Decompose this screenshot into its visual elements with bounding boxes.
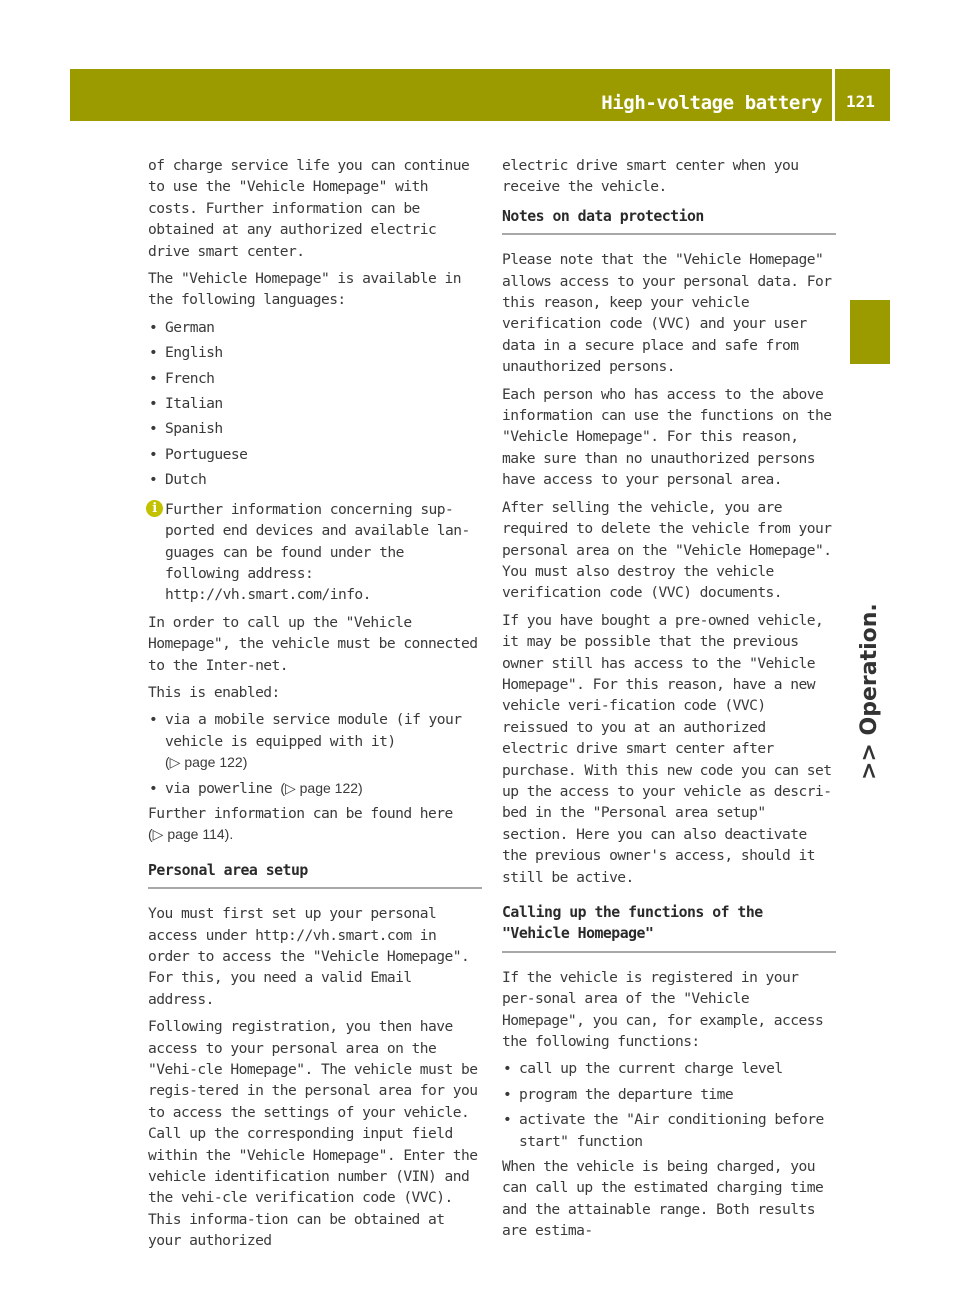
- page-reference[interactable]: (▷ page 122): [165, 754, 248, 771]
- paragraph: If the vehicle is registered in your per-sonal area of the "Vehicle Homepage", you can, for example, access the following functions:: [502, 968, 824, 1051]
- info-note: [148, 499, 482, 606]
- paragraph: This is enabled:: [148, 683, 280, 701]
- right-column: [502, 155, 836, 1248]
- paragraph: In order to call up the "Vehicle Homepage", the vehicle must be connected to the Inter-net.: [148, 613, 478, 674]
- paragraph: Following registration, you then have access to your personal area on the "Vehi-cle Homepage". The vehicle must be regis-tered in the personal area for you to access the settings of your vehicle. Call up the corresponding input field within the "Vehicle Homepage". Enter the vehicle identification number (VIN) and the vehi-cle verification code (VVC). This informa-tion can be obtained at your authorized: [148, 1018, 478, 1250]
- page-reference[interactable]: (▷ page 122): [280, 779, 363, 796]
- list-item-charge-level: • call up the current charge level: [502, 1058, 836, 1079]
- paragraph: Each person who has access to the above information can use the functions on the "Vehicle Homepage". For this reason, make sure than no unauthorized persons have access to your personal area.: [502, 385, 832, 489]
- list-item-dutch: • Dutch: [148, 469, 482, 490]
- paragraph: If you have bought a pre-owned vehicle, it may be possible that the previous owner still has access to the "Vehicle Homepage". For this reason, have a new vehicle veri-fication code (VVC) reissued to you at an authorized electric drive smart center after purchase. With this new code you can set up the access to your vehicle as descri-bed in the "Personal area setup" section. Here you can also deactivate the previous owner's access, should it still be active.: [502, 611, 832, 886]
- header-divider: [832, 69, 835, 121]
- info-note-text: Further information concerning sup-ported end devices and available lan-guages can be found under the following address: http://vh.smart.com/info.: [165, 500, 470, 604]
- paragraph: [148, 803, 482, 846]
- paragraph: electric drive smart center when you receive the vehicle.: [502, 157, 799, 196]
- list-item-spanish: • Spanish: [148, 418, 482, 439]
- list-item-german: • German: [148, 317, 482, 338]
- paragraph-text: Further information can be found here: [148, 804, 453, 822]
- heading-personal-area-setup: Personal area setup: [148, 860, 482, 889]
- paragraph: After selling the vehicle, you are required to delete the vehicle from your personal area on the "Vehicle Homepage". You must also destroy the vehicle verification code (VVC) documents.: [502, 498, 832, 602]
- paragraph: of charge service life you can continue to use the "Vehicle Homepage" with costs. Further information can be obtained at any authorized electric drive smart center.: [148, 157, 470, 260]
- list-item-portuguese: • Portuguese: [148, 444, 482, 465]
- chapter-label: >> Operation.: [857, 603, 882, 780]
- list-item-departure-time: • program the departure time: [502, 1084, 836, 1105]
- list-item-powerline: [148, 778, 482, 799]
- heading-calling-up-functions: Calling up the functions of the "Vehicle Homepage": [502, 902, 836, 953]
- section-title: High-voltage battery: [601, 92, 822, 114]
- paragraph: The "Vehicle Homepage" is available in the following languages:: [148, 270, 461, 309]
- info-icon: i: [146, 500, 163, 517]
- list-item-mobile-module: [148, 709, 482, 773]
- paragraph: You must first set up your personal access under http://vh.smart.com in order to access the "Vehicle Homepage". For this, you need a valid Email address.: [148, 905, 470, 1008]
- list-item-english: • English: [148, 342, 482, 363]
- left-column: [148, 155, 482, 1258]
- paragraph: When the vehicle is being charged, you can call up the estimated charging time and the attainable range. Both results are estima-: [502, 1158, 824, 1240]
- page-reference[interactable]: (▷ page 114).: [148, 826, 234, 843]
- page-number: 121: [846, 92, 875, 111]
- list-item-text: via powerline: [165, 779, 273, 797]
- chapter-tab: [850, 300, 890, 364]
- paragraph: Please note that the "Vehicle Homepage" allows access to your personal data. For this reason, keep your vehicle verification code (VVC) and your user data in a secure place and safe from unauthorized persons.: [502, 251, 832, 376]
- list-item-italian: • Italian: [148, 393, 482, 414]
- list-item-air-conditioning: • activate the "Air conditioning before start" function: [502, 1109, 836, 1152]
- heading-notes-on-data-protection: Notes on data protection: [502, 206, 836, 235]
- list-item-text: via a mobile service module (if your vehicle is equipped with it): [165, 711, 462, 750]
- list-item-french: • French: [148, 368, 482, 389]
